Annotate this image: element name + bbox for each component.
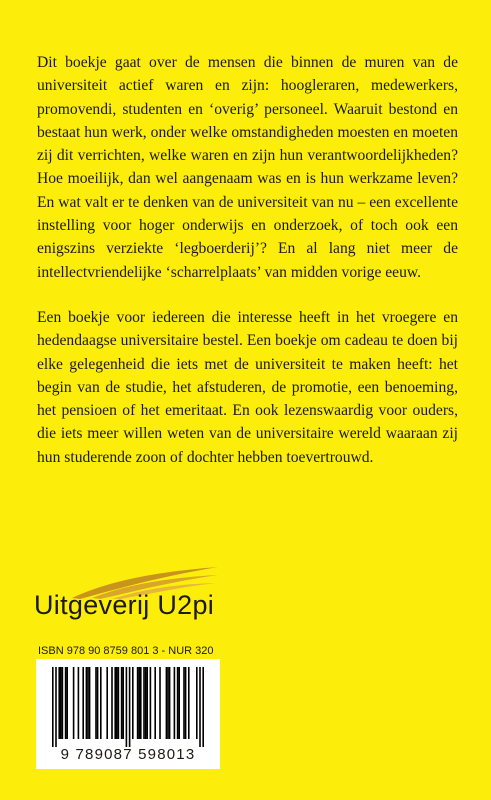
barcode-bar bbox=[138, 667, 140, 739]
barcode-bar bbox=[116, 667, 118, 739]
barcode-bar bbox=[150, 667, 152, 739]
barcode-bar bbox=[177, 667, 179, 739]
barcode-digits: 9 789087 598013 bbox=[60, 746, 196, 763]
barcode-bar bbox=[114, 667, 116, 739]
barcode-bar bbox=[60, 667, 62, 739]
barcode-bar bbox=[178, 667, 180, 739]
barcode-bar bbox=[126, 667, 128, 747]
barcode-bar bbox=[73, 667, 75, 739]
barcode-bar bbox=[95, 667, 97, 739]
publisher-logo bbox=[34, 565, 234, 645]
isbn-nur-line: ISBN 978 90 8759 801 3 - NUR 320 bbox=[38, 645, 214, 657]
barcode-bar bbox=[62, 667, 64, 739]
barcode-bar bbox=[82, 667, 84, 739]
blurb-paragraph-2: Een boekje voor iedereen die interesse heeft in het vroegere en hedendaagse universitaire bestel. Een boekje om cadeau te doen bij elke gelegenheid die iets met de universiteit te maken heeft: het begin van de studie, het afstuderen, de promotie, een benoeming, het pensioen of het emeritaat. En ook lezenswaardig voor ouders, die iets meer willen weten van de universitaire wereld waaraan zij hun studerende zoon of dochter hebben toevertrouwd. bbox=[37, 308, 458, 466]
barcode-bar bbox=[129, 667, 131, 747]
barcode-bar bbox=[188, 667, 190, 739]
barcode-bar bbox=[159, 667, 161, 739]
barcode-bar bbox=[78, 667, 80, 739]
barcode-bar bbox=[118, 667, 120, 739]
barcode-bar bbox=[202, 667, 204, 747]
barcode-bar bbox=[86, 667, 88, 739]
barcode-bar bbox=[199, 667, 201, 747]
barcode-bar bbox=[166, 667, 168, 739]
barcode-bar bbox=[183, 667, 185, 739]
barcode-bar bbox=[132, 667, 134, 739]
barcode-bar bbox=[137, 667, 139, 739]
barcode-bar bbox=[196, 667, 198, 739]
barcode-bar bbox=[66, 667, 68, 739]
barcode-bar bbox=[169, 667, 171, 739]
barcode-bar bbox=[55, 667, 57, 747]
barcode-bar bbox=[89, 667, 91, 739]
barcode-bar bbox=[154, 667, 156, 739]
barcode-bar bbox=[52, 667, 54, 747]
barcode-bar bbox=[145, 667, 147, 739]
barcode-bar bbox=[140, 667, 142, 739]
barcode-bar bbox=[100, 667, 102, 739]
barcode-bar bbox=[111, 667, 113, 739]
barcode-bar bbox=[143, 667, 145, 739]
barcode-bar bbox=[97, 667, 99, 739]
blurb-paragraph-1: Dit boekje gaat over de mensen die binnen de muren van de universiteit actief waren en zijn: hoogleraren, medewerkers, promovendi, studenten en ‘overig’ personeel. Waaruit bestond en bestaat hun werk, onder welke omstandigheden moesten en moeten zij dit verrichten, welke waren en zijn hun verantwoordelijkheden? Hoe moeilijk, dan wel aangenaam was en is hun werkzame leven? En wat valt er te denken van de universiteit van nu – een excellente instelling voor hoger onderwijs en onderzoek, of toch ook een enigszins verziekte ‘legboerderij’? En al lang niet meer de intellectvriendelijke ‘scharrelplaats’ van midden vorige eeuw. bbox=[37, 54, 458, 281]
barcode-bar bbox=[174, 667, 176, 739]
publisher-name: Uitgeverij U2pi bbox=[34, 590, 215, 620]
barcode-bar bbox=[65, 667, 67, 739]
barcode-bar bbox=[106, 667, 108, 739]
barcode-bar bbox=[58, 667, 60, 739]
barcode-bar bbox=[121, 667, 123, 739]
barcode-bar bbox=[146, 667, 148, 739]
back-cover-blurb bbox=[37, 51, 458, 491]
barcode bbox=[36, 659, 220, 769]
barcode-bar bbox=[167, 667, 169, 739]
barcode-bar bbox=[122, 667, 124, 739]
barcode-bar bbox=[185, 667, 187, 739]
barcode-bar bbox=[87, 667, 89, 739]
